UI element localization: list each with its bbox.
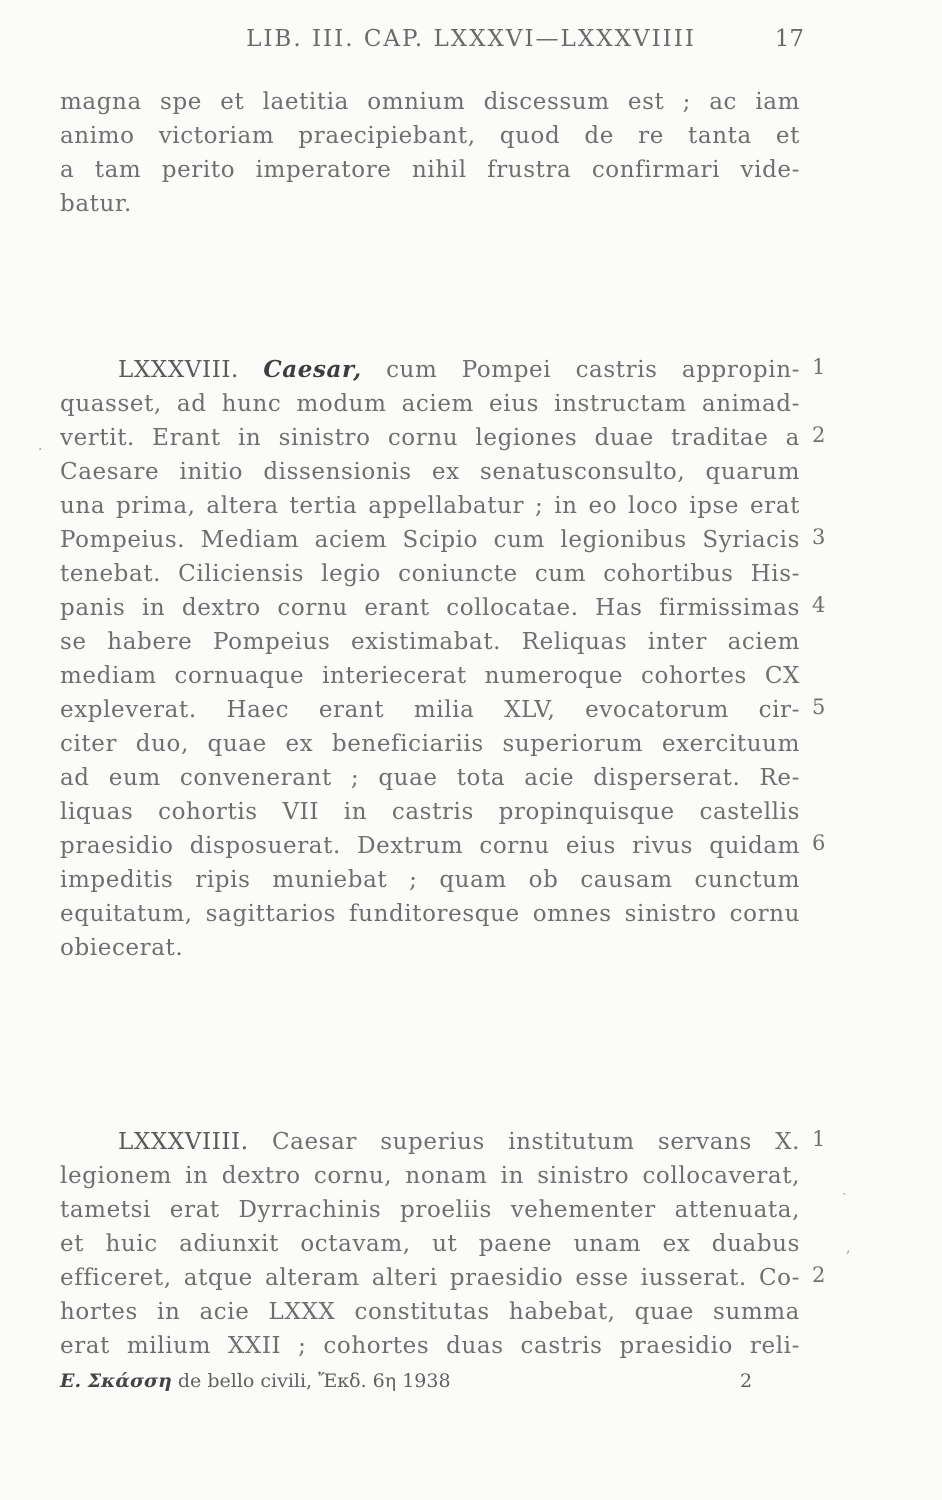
text-line: efficeret, atque alteram alteri praesidio esse iusserat. Co-	[60, 1265, 800, 1291]
section-number: 1	[812, 355, 826, 379]
chapter-88	[60, 353, 800, 965]
text-line: hortes in acie LXXX constitutas habebat, quae summa	[60, 1299, 800, 1325]
running-header: LIB. III. CAP. LXXXVI—LXXXVIIII	[246, 26, 696, 52]
text-line: vertit. Erant in sinistro cornu legiones duae traditae a	[60, 425, 800, 451]
section-number: 5	[812, 695, 826, 719]
text-line: equitatum, sagittarios funditoresque omnes sinistro cornu	[60, 901, 800, 927]
chapter-89	[60, 1125, 800, 1363]
chapter-first-line-text: cum Pompei castris appropin-	[386, 357, 800, 383]
section-number: 3	[812, 525, 826, 549]
section-number: 1	[812, 1127, 826, 1151]
text-line: a tam perito imperatore nihil frustra confirmari vide-	[60, 157, 800, 183]
chapter-first-line-text: Caesar superius institutum servans X.	[271, 1129, 801, 1155]
footer	[60, 1367, 800, 1395]
chapter-numeral: LXXXVIII.	[118, 357, 239, 383]
text-line: et huic adiunxit octavam, ut paene unam ex duabus	[60, 1231, 800, 1257]
chapter-first-line	[60, 353, 800, 387]
text-line: Pompeius. Mediam aciem Scipio cum legionibus Syriacis	[60, 527, 800, 553]
text-line: animo victoriam praecipiebant, quod de re tanta et	[60, 123, 800, 149]
text-line: ad eum convenerant ; quae tota acie disperserat. Re-	[60, 765, 800, 791]
section-number: 2	[812, 1263, 826, 1287]
text-line: liquas cohortis VII in castris propinquisque castellis	[60, 799, 800, 825]
stray-mark: ,	[846, 1240, 851, 1256]
stray-mark: ˎ	[842, 1180, 847, 1196]
text-line: tametsi erat Dyrrachinis proeliis vehementer attenuata,	[60, 1197, 800, 1223]
text-line: tenebat. Ciliciensis legio coniuncte cum cohortibus His-	[60, 561, 800, 587]
text-line: citer duo, quae ex beneficiariis superiorum exercituum	[60, 731, 800, 757]
footer-author: E. Σκάσση	[60, 1370, 172, 1392]
section-number: 6	[812, 831, 826, 855]
section-number: 4	[812, 593, 826, 617]
text-line: expleverat. Haec erant milia XLV, evocatorum cir-	[60, 697, 800, 723]
text-line: una prima, altera tertia appellabatur ; in eo loco ipse erat	[60, 493, 800, 519]
text-line: legionem in dextro cornu, nonam in sinistro collocaverat,	[60, 1163, 800, 1189]
footer-text: de bello civili, Ἔκδ. 6η 1938	[177, 1370, 451, 1392]
section-number: 2	[812, 423, 826, 447]
chapter-first-line	[60, 1125, 800, 1159]
text-line: panis in dextro cornu erant collocatae. Has firmissimas	[60, 595, 800, 621]
chapter-numeral: LXXXVIIII.	[118, 1129, 249, 1155]
text-line: mediam cornuaque interiecerat numeroque cohortes CX	[60, 663, 800, 689]
text-line: se habere Pompeius existimabat. Reliquas inter aciem	[60, 629, 800, 655]
text-line: obiecerat.	[60, 935, 184, 961]
text-line: batur.	[60, 191, 132, 217]
text-line: quasset, ad hunc modum aciem eius instructam animad-	[60, 391, 800, 417]
text-line: erat milium XXII ; cohortes duas castris praesidio reli-	[60, 1333, 800, 1359]
chapter-first-word: Caesar,	[263, 356, 362, 383]
text-line: praesidio disposuerat. Dextrum cornu eius rivus quidam	[60, 833, 800, 859]
paragraph-continuation	[60, 85, 800, 221]
footer-signature: 2	[740, 1370, 753, 1392]
text-line: Caesare initio dissensionis ex senatusconsulto, quarum	[60, 459, 800, 485]
page-number: 17	[774, 26, 804, 52]
stray-mark: .	[38, 438, 43, 454]
text-line: impeditis ripis muniebat ; quam ob causam cunctum	[60, 867, 800, 893]
text-line: magna spe et laetitia omnium discessum est ; ac iam	[60, 89, 800, 115]
